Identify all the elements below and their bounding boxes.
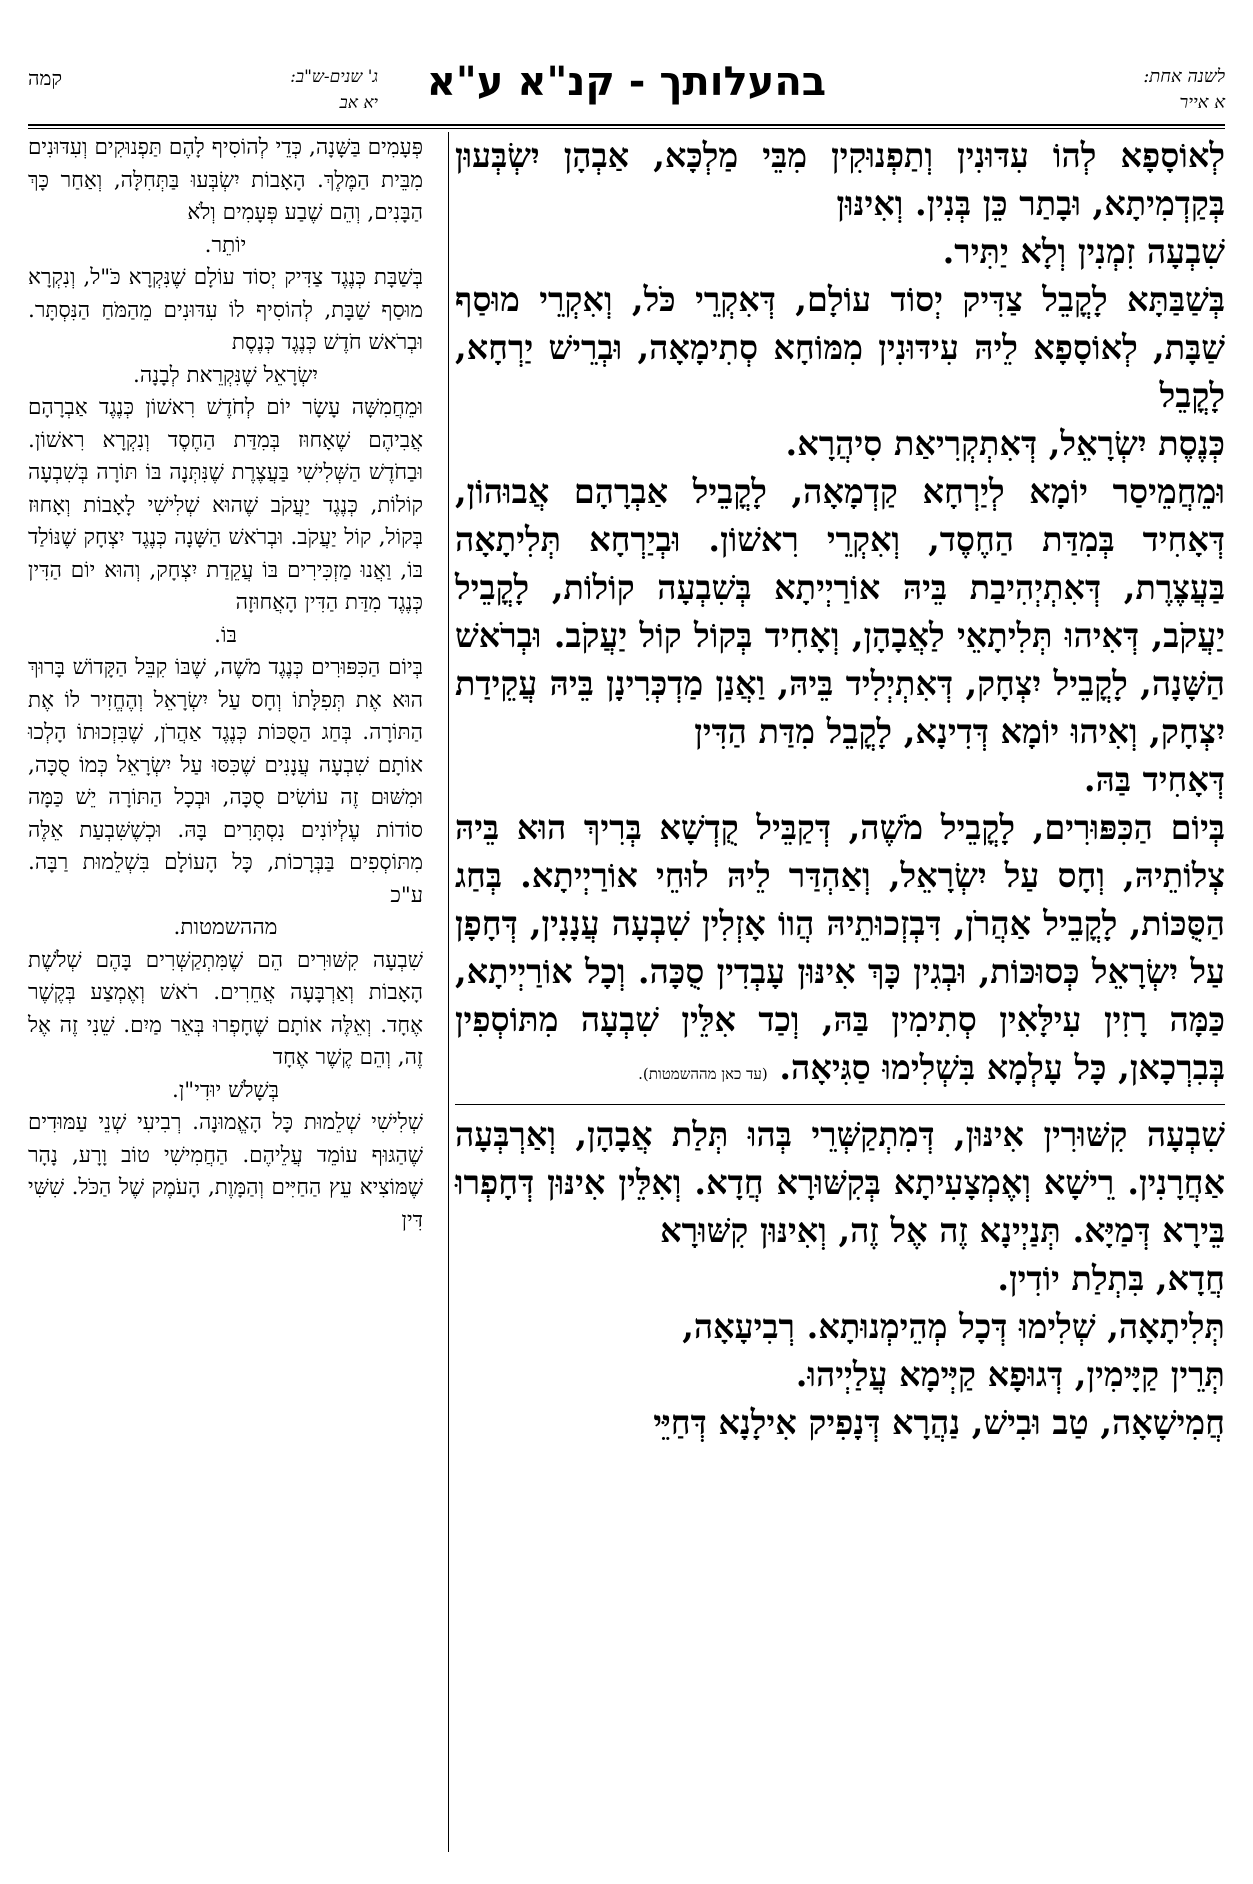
translation-column	[28, 132, 423, 1852]
main-paragraph	[455, 276, 1225, 468]
header-rule-thin	[28, 128, 1225, 129]
main-text: לְאוֹסָפָא לְהוֹ עִדּוּנִין וְתַפְנוּקִין מִבֵּי מַלְכָּא, אַבְהָן יִשְׂבְּעוּן בְּקַדְמִיתָא, וּבָתַר כֵּן בְּנִין. וְאִינּוּן	[455, 136, 1225, 223]
translation-paragraph	[28, 392, 423, 652]
main-text: בְּשַׁבַּתָּא לָקֳבֵל צַדִּיק יְסוֹד עוֹלָם, דְּאִקְרֵי כֹּל, וְאִקְרֵי מוּסַף שַׁבָּת, לְאוֹסָפָא לֵיהּ עִידּוּנִין מִמּוֹחָא סְתִימָאָה, וּבְרֵישׁ יַרְחָא, לָקֳבֵל	[455, 280, 1225, 415]
main-paragraph	[455, 1303, 1225, 1399]
schedule-three-years-label: ג' שנים-ש"ב:	[290, 67, 378, 87]
translation-text-end: יִשְׂרָאֵל שֶׁנִּקְרֵאת לְבָנָה.	[133, 362, 318, 388]
main-text-end: תְּרֵין קַיָּימִין, דְּגוּפָא קַיְּימָא עֲלַיְיהוּ.	[795, 1355, 1225, 1394]
main-text: חֲמִישָׁאָה, טַב וּבִישׁ, נַהֲרָא דְּנָפִיק אִילָנָא דְּחַיֵּי	[653, 1403, 1225, 1442]
translation-text: וּמֵחֲמִשָּׁה עָשָׂר יוֹם לְחֹדֶשׁ רִאשׁוֹן כְּנֶגֶד אַבְרָהָם אֲבִיהֶם שֶׁאָחוּז בְּמִדַּת הַחֶסֶד וְנִקְרָא רִאשׁוֹן. וּבַחֹדֶשׁ הַשְּׁלִישִׁי בַּעֲצֶרֶת שֶׁנִּתְּנָה בּוֹ תּוֹרָה בְּשִׁבְעָה קוֹלוֹת, כְּנֶגֶד יַעֲקֹב שֶׁהוּא שְׁלִישִׁי לָאָבוֹת וְאָחוּז בְּקוֹל, קוֹל יַעֲקֹב. וּבְרֹאשׁ הַשָּׁנָה כְּנֶגֶד יִצְחָק שֶׁנּוֹלַד בּוֹ, וַאֲנוּ מַזְכִּירִים בּוֹ עֲקֵדַת יִצְחָק, וְהוּא יוֹם הַדִּין כְּנֶגֶד מִדַּת הַדִּין הָאֲחוּזָה	[28, 395, 423, 615]
translation-text: בְּשַׁבָּת כְּנֶגֶד צַדִּיק יְסוֹד עוֹלָם שֶׁנִּקְרָא כֹּ"ל, וְנִקְרָא מוּסַף שַׁבָּת, לְהוֹסִיף לוֹ עִדּוּנִים מֵהַמֹּחַ הַנִּסְתָּר. וּבְרֹאשׁ חֹדֶשׁ כְּנֶגֶד כְּנֶסֶת	[28, 265, 423, 355]
main-text: וּמֵחֲמֵיסַר יוֹמָא לְיַרְחָא קַדְמָאָה, לָקֳבֵיל אַבְרָהָם אֲבוּהוֹן, דְּאָחִיד בְּמִדַּת הַחֶסֶד, וְאִקְרֵי רִאשׁוֹן. וּבְיַרְחָא תְּלִיתָאָה בַּעֲצֶרֶת, דְּאִתְיְהִיבַת בֵּיהּ אוֹרַיְיתָא בְּשִׁבְעָה קוֹלוֹת, לָקֳבֵיל יַעֲקֹב, דְּאִיהוּ תְּלִיתָאֵי לַאֲבָהָן, וְאָחִיד בְּקוֹל קוֹל יַעֲקֹב. וּבְרֹאשׁ הַשָּׁנָה, לָקֳבֵיל יִצְחָק, דְּאִתְיְלִיד בֵּיהּ, וַאֲנַן מַדְכְּרִינָן בֵּיהּ עֲקֵידַת יִצְחָק, וְאִיהוּ יוֹמָא דְּדִינָא, לָקֳבֵל מִדַּת הַדִּין	[455, 472, 1225, 751]
header-rule	[28, 124, 1225, 126]
translation-text: שְׁלִישִׁי שְׁלֵמוּת כָּל הָאֱמוּנָה. רְבִיעִי שְׁנֵי עַמּוּדִים שֶׁהַגּוּף עוֹמֵד עֲלֵיהֶם. הַחֲמִישִׁי טוֹב וָרָע, נָהָר שֶׁמּוֹצִיא עֵץ הַחַיִּים וְהַמָּוֶת, הָעֹמֶק שֶׁל הַכֹּל. שִׁשִּׁי דִּין	[28, 1110, 423, 1233]
column-divider	[448, 132, 449, 1852]
main-paragraph	[455, 468, 1225, 804]
main-paragraph	[455, 804, 1225, 1098]
main-text-end: כְּנֶסֶת יִשְׂרָאֵל, דְּאִתְקְרִיאַת סִיהֲרָא.	[785, 424, 1225, 463]
translation-paragraph	[28, 945, 423, 1108]
translation-text-end: מההשמטות.	[173, 915, 278, 940]
main-paragraph	[455, 1111, 1225, 1303]
translation-text-end: בּוֹ.	[214, 622, 237, 648]
translation-paragraph	[28, 262, 423, 392]
schedule-three-years	[158, 64, 378, 116]
translation-text: בְּיוֹם הַכִּפּוּרִים כְּנֶגֶד מֹשֶׁה, שֶׁבּוֹ קִבֵּל הַקָּדוֹשׁ בָּרוּךְ הוּא אֶת תְּפִלָּתוֹ וְחָס עַל יִשְׂרָאֵל וְהֶחֱזִיר לוֹ אֶת הַתּוֹרָה. בְּחַג הַסֻּכּוֹת כְּנֶגֶד אַהֲרֹן, שֶׁבִּזְכוּתוֹ הָלְכוּ אוֹתָם שִׁבְעָה עֲנָנִים שֶׁכִּסּוּ עַל יִשְׂרָאֵל כְּמוֹ סֻכָּה, וּמִשּׁוּם זֶה עוֹשִׂים סֻכָּה, וּבְכָל הַתּוֹרָה יֵשׁ כַּמָּה סוֹדוֹת עֶלְיוֹנִים נִסְתָּרִים בָּהּ. וּכְשֶׁשִּׁבְעַת אֵלֶּה מִתּוֹסְפִים בַּבְּרָכוֹת, כָּל הָעוֹלָם בִּשְׁלֵמוּת רַבָּה. ע"כ	[28, 655, 423, 908]
main-paragraph	[455, 132, 1225, 276]
translation-paragraph	[28, 132, 423, 262]
section-separator	[455, 1104, 1225, 1105]
translation-paragraph	[28, 1107, 423, 1237]
main-paragraph	[455, 1399, 1225, 1447]
schedule-one-year-label: לשנה אחת:	[1143, 66, 1225, 87]
main-text-column	[455, 132, 1225, 1852]
translation-paragraph	[28, 652, 423, 945]
omission-note: (עד כאן מההשמטות).	[638, 1065, 768, 1083]
page-header	[28, 50, 1225, 120]
schedule-one-year-date: א אייר	[1179, 92, 1225, 113]
main-text-end: דְּאָחִיד בַּהּ.	[1083, 760, 1225, 799]
main-text-end: שִׁבְעָה זִמְנִין וְלָא יַתִּיר.	[942, 232, 1225, 271]
translation-text: שִׁבְעָה קִשּׁוּרִים הֵם שֶׁמִּתְקַשְּׁרִים בָּהֶם שְׁלֹשֶׁת הָאָבוֹת וְאַרְבָּעָה אֲחֵרִים. רֹאשׁ וְאֶמְצַע בְּקֶשֶׁר אֶחָד. וְאֵלֶּה אוֹתָם שֶׁחָפְרוּ בְּאֵר מַיִם. שֵׁנִי זֶה אֶל זֶה, וְהֵם קֶשֶׁר אֶחָד	[28, 947, 423, 1070]
page-title: בהעלותך - קנ"א ע"א	[426, 59, 827, 105]
main-text: תְּלִיתָאָה, שְׁלִימוּ דְּכָל מְהֵימְנוּתָא. רְבִיעָאָה,	[682, 1307, 1225, 1346]
main-text: בְּיוֹם הַכִּפּוּרִים, לָקֳבֵיל מֹשֶׁה, דְּקַבֵּיל קֻדְשָׁא בְּרִיךְ הוּא בֵּיהּ צְלוֹתֵיהּ, וְחָס עַל יִשְׂרָאֵל, וְאַהְדַּר לֵיהּ לוּחֵי אוֹרַיְיתָא. בְּחַג הַסֻּכּוֹת, לָקֳבֵיל אַהֲרֹן, דִּבְזְכוּתֵיהּ הֲווֹ אָזְלִין שִׁבְעָה עֲנָנִין, דְּחָפָן עַל יִשְׂרָאֵל כְּסוּכּוֹת, וּבְגִין כָּךְ אִינּוּן עָבְדִין סֻכָּה. וְכָל אוֹרַיְיתָא, כַּמָּה רָזִין עִילָּאִין סְתִימִין בַּהּ, וְכַד אִלֵּין שִׁבְעָה מִתּוֹסְפִין בְּבִרְכָאן, כָּל עָלְמָא בִּשְׁלִימוּ סַגִּיאָה.	[455, 808, 1225, 1087]
translation-text-end: בְּשָׁלֹשׁ יוּדִי"ן.	[171, 1077, 280, 1103]
translation-text-end: יוֹתֵר.	[204, 232, 247, 258]
main-text-end: חֲדָא, בִּתְלַת יוֹדִין.	[997, 1259, 1225, 1298]
page-number: קמה	[28, 66, 63, 90]
translation-text: פְּעָמִים בַּשָּׁנָה, כְּדֵי לְהוֹסִיף לָהֶם תַּפְנוּקִים וְעִדּוּנִים מִבֵּית הַמֶּלֶךְ. הָאָבוֹת יִשְׂבְּעוּ בַּתְּחִלָּה, וְאַחַר כָּךְ הַבָּנִים, וְהֵם שֶׁבַע פְּעָמִים וְלֹא	[28, 135, 423, 225]
main-text: שִׁבְעָה קִשּׁוּרִין אִינּוּן, דְּמִתְקַשְּׁרֵי בְּהוּ תְּלַת אֲבָהָן, וְאַרְבְּעָה אַחֲרָנִין. רֵישָׁא וְאֶמְצָעִיתָא בְּקִשּׁוּרָא חֲדָא. וְאִלֵּין אִינּוּן דְּחָפְרוּ בֵּירָא דְּמַיָּא. תְּנַיְינָא זֶה אֶל זֶה, וְאִינּוּן קִשּׁוּרָא	[455, 1115, 1225, 1250]
schedule-three-years-date: יא אב	[339, 93, 378, 113]
